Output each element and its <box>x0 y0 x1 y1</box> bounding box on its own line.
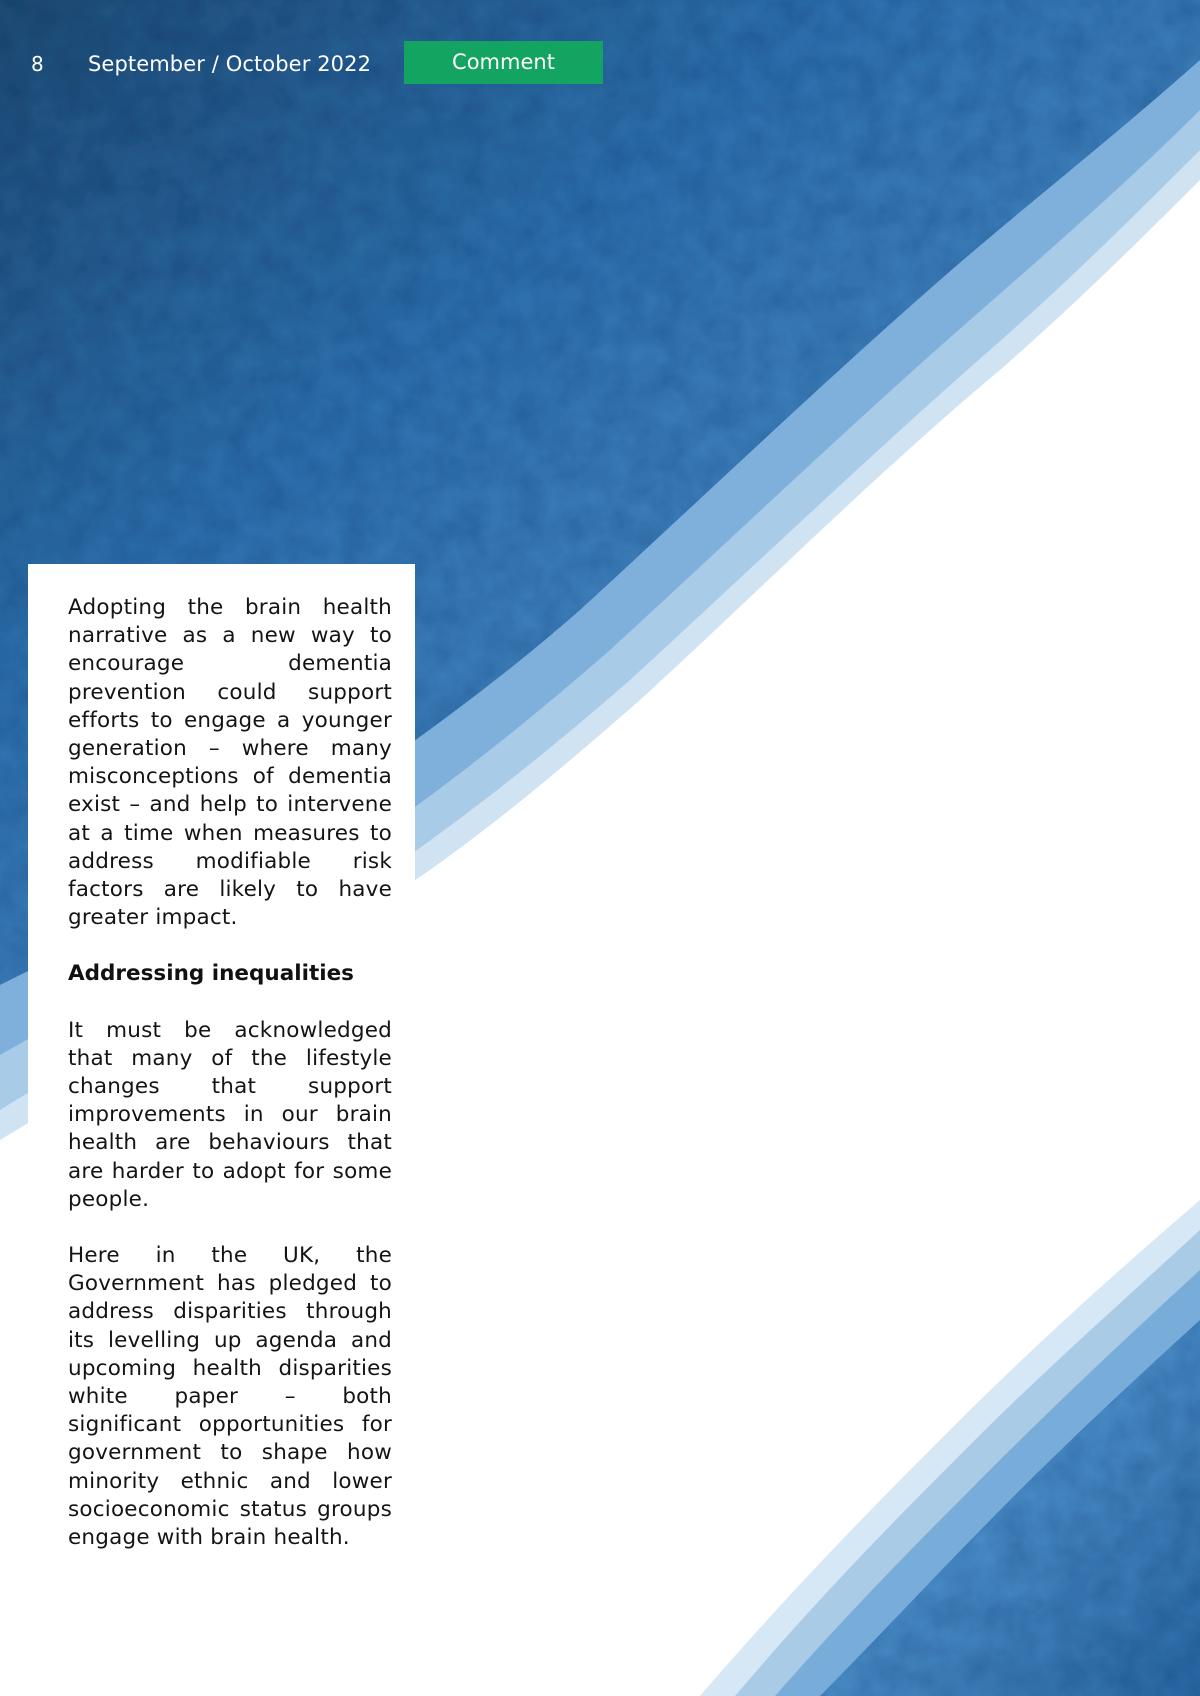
article-panel <box>28 564 415 1696</box>
page-number: 8 <box>31 52 44 76</box>
section-label-badge: Comment <box>404 41 603 84</box>
article-paragraph: It must be acknowledged that many of the lifestyle changes that support improvements in our brain health are behaviours that are harder to adopt for some people. <box>68 1017 392 1212</box>
article-paragraph: Here in the UK, the Government has pledged to address disparities through its levelling up agenda and upcoming health disparities white paper – both significant opportunities for government to shape how minority ethnic and lower socioeconomic status groups engage with brain health. <box>68 1243 392 1551</box>
article-paragraph: Adopting the brain health narrative as a new way to encourage dementia prevention could support efforts to engage a younger generation – where many misconceptions of dementia exist – and help to intervene at a time when measures to address modifiable risk factors are likely to have greater impact. <box>68 595 392 931</box>
issue-date: September / October 2022 <box>88 52 372 76</box>
section-heading: Addressing inequalities <box>68 961 354 987</box>
page-header <box>0 0 1200 130</box>
article-body <box>68 594 392 1580</box>
